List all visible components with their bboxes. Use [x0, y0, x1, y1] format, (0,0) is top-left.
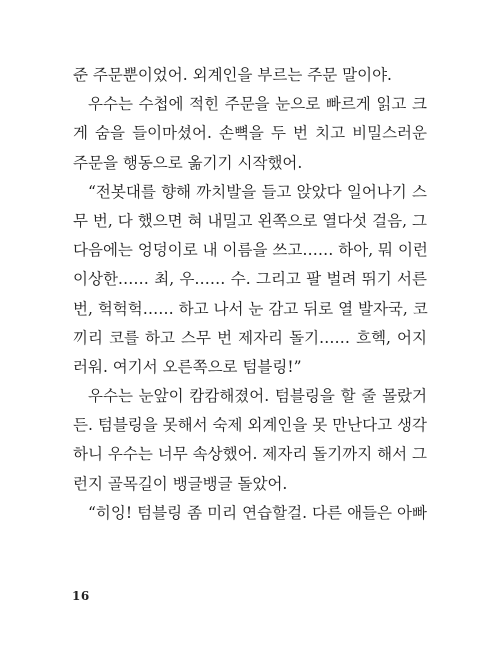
text-line: 하니 우수는 너무 속상했어. 제자리 돌기까지 해서 그: [73, 445, 427, 464]
text-line: 다음에는 엉덩이로 내 이름을 쓰고…… 하아, 뭐 이런: [73, 241, 428, 260]
text-line: 우수는 눈앞이 캄캄해졌어. 텀블링을 할 줄 몰랐거: [88, 387, 427, 406]
page-number: 16: [72, 589, 90, 603]
text-line: 런지 골목길이 뱅글뱅글 돌았어.: [73, 474, 288, 493]
text-line: 준 주문뿐이었어. 외계인을 부르는 주문 말이야.: [73, 66, 392, 84]
body-text: [73, 61, 427, 528]
text-line: 주문을 행동으로 옮기기 시작했어.: [73, 153, 303, 172]
text-line: “전봇대를 향해 까치발을 들고 앉았다 일어나기 스: [88, 182, 427, 201]
text-line: 무 번, 다 했으면 혀 내밀고 왼쪽으로 열다섯 걸음, 그: [73, 211, 427, 230]
text-line: 든. 텀블링을 못해서 숙제 외계인을 못 만난다고 생각: [73, 416, 427, 435]
text-line: 게 숨을 들이마셨어. 손뼉을 두 번 치고 비밀스러운: [73, 124, 427, 143]
text-line: 끼리 코를 하고 스무 번 제자리 돌기…… 흐헥, 어지: [73, 328, 427, 347]
text-line: 이상한…… 최, 우…… 수. 그리고 팔 벌려 뛰기 서른: [73, 270, 427, 289]
text-line: “히잉! 텀블링 좀 미리 연습할걸. 다른 애들은 아빠: [88, 503, 427, 522]
text-line: 우수는 수첩에 적힌 주문을 눈으로 빠르게 읽고 크: [88, 95, 427, 114]
text-line: 번, 헉헉헉…… 하고 나서 눈 감고 뒤로 열 발자국, 코: [73, 299, 428, 318]
text-line: 러워. 여기서 오른쪽으로 텀블링!”: [73, 357, 302, 376]
